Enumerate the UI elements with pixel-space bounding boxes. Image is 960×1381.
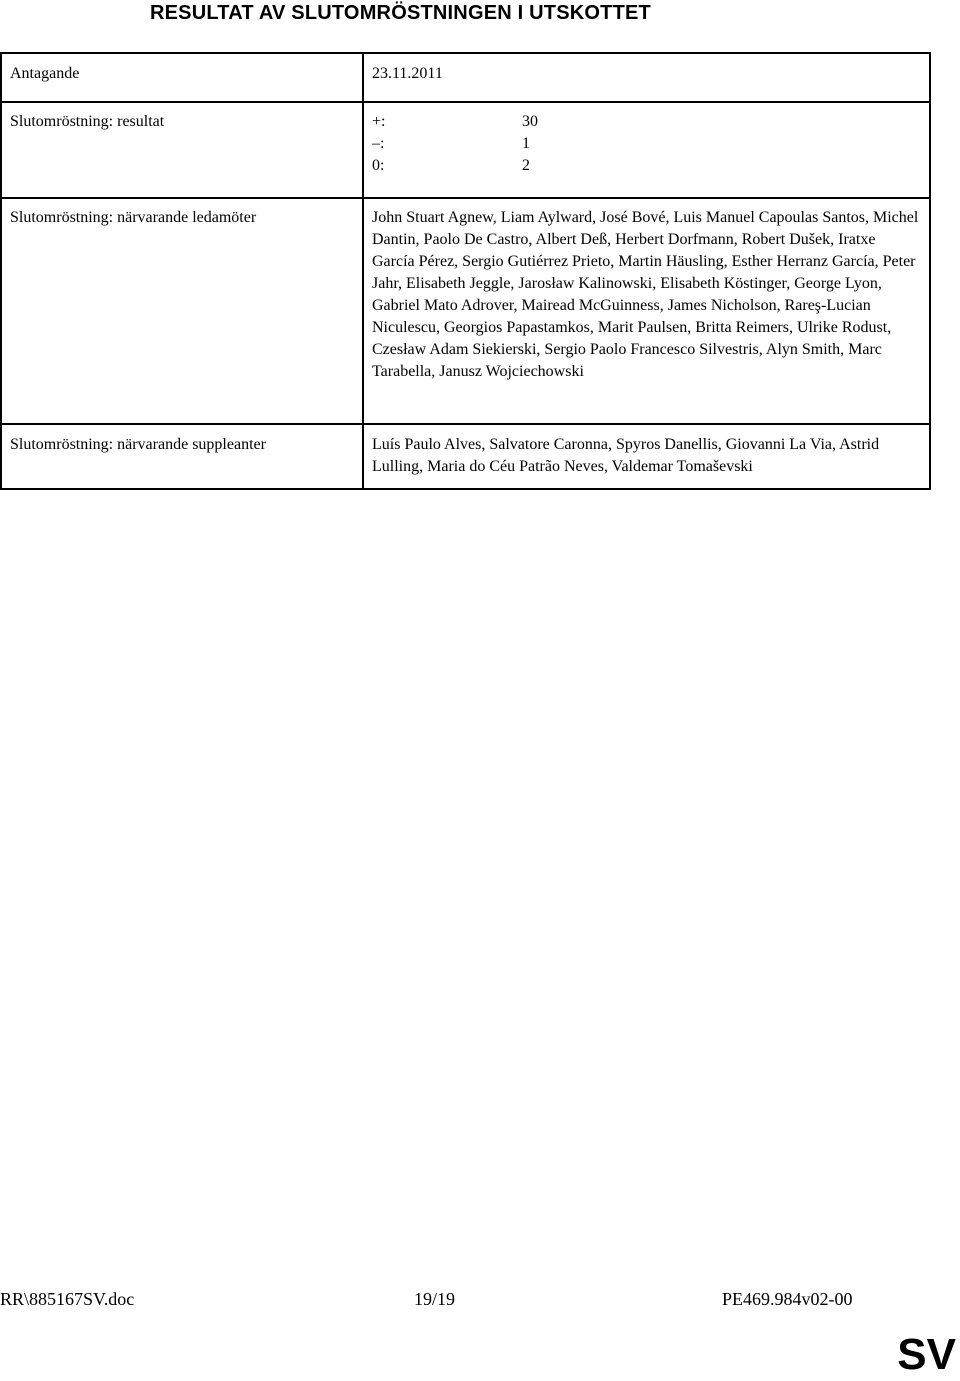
vote-symbol: 0: <box>372 157 385 174</box>
substitutes-row <box>1 424 930 489</box>
members-row <box>1 198 930 424</box>
result-label: Slutomröstning: resultat <box>1 102 363 198</box>
members-list: John Stuart Agnew, Liam Aylward, José Bové, Luis Manuel Capoulas Santos, Michel Dantin, Paolo De Castro, Albert Deß, Herbert Dorfmann, Robert Dušek, Iratxe García Pérez, Sergio Gutiérrez Prieto, Martin Häusling, Esther Herranz García, Peter Jahr, Elisabeth Jeggle, Jarosław Kalinowski, Elisabeth Köstinger, George Lyon, Gabriel Mato Adrover, Mairead McGuinness, James Nicholson, Rareş-Lucian Niculescu, Georgios Papastamkos, Marit Paulsen, Britta Reimers, Ulrike Rodust, Czesław Adam Siekierski, Sergio Paolo Francesco Silvestris, Alyn Smith, Marc Tarabella, Janusz Wojciechowski <box>363 198 930 424</box>
vote-symbol: –: <box>372 135 385 152</box>
result-votes <box>363 102 930 198</box>
footer-doc-ref: RR\885167SV.doc <box>0 1289 135 1309</box>
language-code: SV <box>897 1330 956 1379</box>
members-label: Slutomröstning: närvarande ledamöter <box>1 198 363 424</box>
vote-for <box>372 111 921 133</box>
footer-pe-ref: PE469.984v02-00 <box>722 1289 853 1309</box>
substitutes-label: Slutomröstning: närvarande suppleanter <box>1 424 363 489</box>
vote-symbol: +: <box>372 113 386 130</box>
substitutes-list: Luís Paulo Alves, Salvatore Caronna, Spyros Danellis, Giovanni La Via, Astrid Lulling, Maria do Céu Patrão Neves, Valdemar Tomaševski <box>363 424 930 489</box>
vote-count: 1 <box>522 135 530 152</box>
vote-count: 2 <box>522 157 530 174</box>
result-row <box>1 102 930 198</box>
footer-page-number: 19/19 <box>414 1289 456 1309</box>
committee-vote-table <box>0 52 931 490</box>
vote-count: 30 <box>522 113 538 130</box>
adoption-label: Antagande <box>1 53 363 102</box>
adoption-date: 23.11.2011 <box>363 53 930 102</box>
page-title: RESULTAT AV SLUTOMRÖSTNINGEN I UTSKOTTET <box>150 2 651 24</box>
vote-abstain <box>372 155 921 177</box>
vote-against <box>372 133 921 155</box>
adoption-row <box>1 53 930 102</box>
